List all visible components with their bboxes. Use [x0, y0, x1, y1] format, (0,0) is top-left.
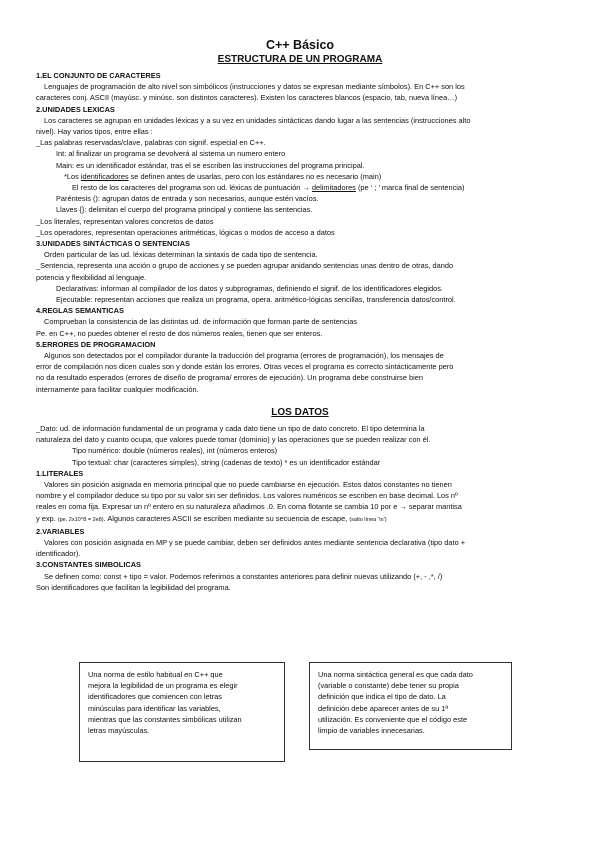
underlined-term: identificadores	[80, 171, 129, 181]
text-fragment: El resto de los caracteres del programa son ud. léxicas de puntuación →	[72, 183, 312, 193]
note-line: definición debe aparecer antes de su 1ª	[318, 703, 449, 713]
paragraph-line: _Las palabras reservadas/clave, palabras con signif. especial en C++.	[36, 138, 266, 148]
note-line: mejora la legibilidad de un programa es elegir	[88, 681, 238, 691]
paragraph-line: Ejecutable: representan acciones que realiza un programa, opera. aritmético-lógicas sencillas, transferencia datos/control.	[56, 295, 456, 305]
page-title: C++ Básico	[265, 38, 335, 52]
note-boxes	[79, 662, 535, 762]
paragraph-line: _Los literales, representan valores concretos de datos	[36, 216, 214, 226]
paragraph-line	[36, 513, 564, 526]
section-heading-estructura: ESTRUCTURA DE UN PROGRAMA	[217, 54, 383, 65]
paragraph-line: no da resultado esperados (errores de diseño de programa/ errores de ejecución). Un programa debe construirse bien	[36, 373, 423, 383]
note-line: utilización. Es conveniente que el código este	[318, 714, 468, 724]
note-line: letras mayúsculas.	[88, 726, 150, 736]
paragraph-line: Son identificadores que facilitan la legibilidad del programa.	[36, 582, 231, 592]
example-note: (pe. 2x10^8 = 2e8)	[57, 516, 104, 523]
example-note: (salto línea ‘\n’)	[349, 516, 387, 523]
paragraph-line: Lenguajes de programación de alto nivel son simbólicos (instrucciones y datos se expresan mediante símbolos). En C++ son los	[44, 82, 465, 92]
note-line: minúsculas para identificar las variables,	[88, 703, 221, 713]
subheading-sentencias: 3.UNIDADES SINTÁCTICAS O SENTENCIAS	[36, 239, 190, 249]
subheading-unidades-lexicas: 2.UNIDADES LEXICAS	[36, 104, 115, 114]
subheading-errores: 5.ERRORES DE PROGRAMACION	[36, 339, 156, 349]
document-page	[36, 38, 564, 593]
paragraph-line: Tipo textual: char (caracteres simples), string (cadenas de texto) * es un identificador estándar	[72, 457, 381, 467]
paragraph-line: Tipo numérico: double (números reales), int (números enteros)	[72, 446, 278, 456]
paragraph-line: Algunos son detectados por el compilador durante la traducción del programa (errores de programación), los mensajes de	[44, 351, 444, 361]
paragraph-line: identificador).	[36, 549, 81, 559]
subheading-variables: 2.VARIABLES	[36, 526, 85, 536]
note-line: identificadores que comiencen con letras	[88, 692, 222, 702]
paragraph-line: Valores sin posición asignada en memoria principal que no puede cambiarse en ejecución. Estos datos constantes no tienen	[44, 479, 452, 489]
subheading-constantes: 3.CONSTANTES SIMBOLICAS	[36, 560, 141, 570]
paragraph-line: Los caracteres se agrupan en unidades léxicas y a su vez en unidades sintácticas dando lugar a las sentencias (instrucciones alto	[44, 115, 471, 125]
paragraph-line: error de compilación nos dicen cuales son y donde están los errores. Otras veces el programa es correcto sintácticamente pero	[36, 362, 454, 372]
paragraph-line: potencia y flexibilidad al lenguaje.	[36, 272, 147, 282]
paragraph-line: Int: al finalizar un programa se devolverá al sistema un numero entero	[56, 149, 286, 159]
paragraph-line: Orden particular de las ud. léxicas determinan la sintaxis de cada tipo de sentencia.	[44, 250, 318, 260]
syntax-note-box	[309, 662, 512, 750]
text-fragment: *Los	[64, 171, 81, 181]
paragraph-line: Pe. en C++, no puedes obtener el resto de dos números reales, tienen que ser enteros.	[36, 328, 323, 338]
section-estructura	[36, 70, 564, 395]
text-fragment: (pe ‘ ; ’ marca final de sentencia)	[355, 183, 465, 193]
section-datos	[36, 423, 564, 593]
paragraph-line: Valores con posición asignada en MP y se puede cambiar, deben ser definidos antes mediante sentencia declarativa (tipo dato +	[44, 537, 466, 547]
paragraph-line	[36, 182, 564, 193]
subheading-reglas: 4.REGLAS SEMANTICAS	[36, 306, 124, 316]
paragraph-line	[36, 171, 564, 182]
paragraph-line: nivel). Hay varios tipos, entre ellas :	[36, 127, 153, 137]
paragraph-line: Declarativas: informan al compilador de los datos y subprogramas, definiendo el signif. de los identificadores elegidos.	[56, 283, 443, 293]
text-fragment: y exp.	[36, 513, 58, 523]
paragraph-line: reales en coma fija. Expresar un nº entero en su naturaleza añadimos .0. En coma flotante se cambia 10 por e → separar mantisa	[36, 502, 462, 512]
subheading-literales: 1.LITERALES	[36, 468, 84, 478]
note-line: Una norma de estilo habitual en C++ que	[88, 670, 223, 679]
section-heading-datos: LOS DATOS	[271, 406, 329, 418]
paragraph-line: _Dato: ud. de información fundamental de un programa y cada dato tiene un tipo de dato concreto. El tipo determina la	[36, 423, 425, 433]
paragraph-line: _Sentencia, representa una acción o grupo de acciones y se pueden agrupar anidando sentencias unas dentro de otras, dando	[36, 261, 454, 271]
subheading-caracteres: 1.EL CONJUNTO DE CARACTERES	[36, 71, 161, 80]
paragraph-line: nombre y el compilador deduce su tipo por su valor sin ser definidos. Los valores numéricos se escriben en base decimal. Los nº	[36, 491, 458, 501]
note-line: (variable o constante) debe tener su propia	[318, 681, 459, 691]
paragraph-line: naturaleza del dato y cuanto ocupa, que valores puede tomar (dominio) y las operaciones que se pueden realizar con él.	[36, 435, 431, 445]
note-line: limpio de variables innecesarias.	[318, 726, 425, 736]
note-line: mientras que las constantes simbólicas utilizan	[88, 714, 242, 724]
text-fragment: se definen antes de usarlas, pero con los estándares no es necesario (main)	[128, 171, 382, 181]
underlined-term: delimitadores	[311, 183, 356, 193]
note-line: definición que indica el tipo de dato. La	[318, 692, 446, 702]
paragraph-line: _Los operadores, representan operaciones aritméticas, lógicas o modos de acceso a datos	[36, 227, 335, 237]
text-fragment: . Algunos caracteres ASCII se escriben mediante su secuencia de escape,	[103, 513, 350, 523]
style-note-box	[79, 662, 285, 762]
paragraph-line: Llaves {}: delimitan el cuerpo del programa principal y contiene las sentencias.	[56, 205, 313, 215]
paragraph-line: Comprueban la consistencia de las distintas ud. de información que forman parte de sentencias	[44, 317, 358, 327]
paragraph-line: Main: es un identificador estándar, tras el se escriben las instrucciones del programa principal.	[56, 160, 365, 170]
paragraph-line: caracteres conj. ASCII (mayúsc. y minúsc. son distintos caracteres). Existen los caracteres blancos (espacio, tab, nueva línea…)	[36, 93, 458, 103]
paragraph-line: internamente para facilitar cualquier modificación.	[36, 384, 199, 394]
paragraph-line: Paréntesis (): agrupan datos de entrada y son necesarios, aunque estén vacíos.	[56, 194, 319, 204]
paragraph-line: Se definen como: const + tipo = valor. Podemos referirnos a constantes anteriores para definir nuevas utilizando (+, - ,*, /)	[44, 571, 443, 581]
note-line: Una norma sintáctica general es que cada dato	[318, 670, 473, 679]
